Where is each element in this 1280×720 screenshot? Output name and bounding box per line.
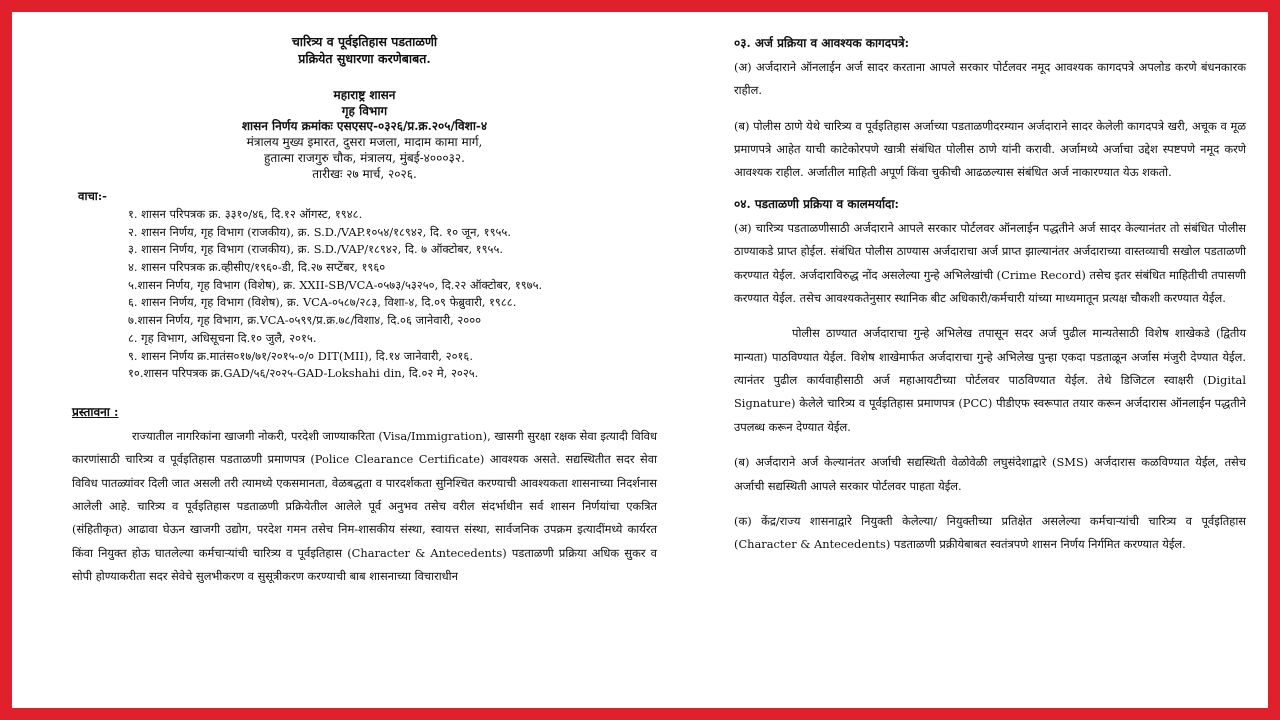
section-3-paragraph-a: (अ) अर्जदाराने ऑनलाईन अर्ज सादर करताना आपले सरकार पोर्टलवर नमूद आवश्यक कागदपत्रे अपलोड करणे बंधनकारक राहील. <box>734 59 1246 98</box>
resolution-number: शासन निर्णय क्रमांकः एसएसए-०३२६/प्र.क्र.२०५/विशा-४ <box>241 119 488 134</box>
section-4-paragraph-continued: पोलीस ठाण्यात अर्जदाराचा गुन्हे अभिलेख तपासून सदर अर्ज पुढील मान्यतेसाठी विशेष शाखेकडे (द्वितीय मान्यता) पाठविण्यात येईल. विशेष शाखेमार्फत अर्जदाराचा गुन्हे अभिलेख पुन्हा एकदा पडताळून अर्जास मंजुरी देण्यात येईल. त्यानंतर पुढील कार्यवाहीसाठी अर्ज महाआयटीच्या पोर्टलवर पाठविण्यात येईल. तेथे डिजिटल स्वाक्षरी (Digital Signature) केलेले चारित्र्य व पूर्वइतिहास प्रमाणपत्र (PCC) पीडीएफ स्वरूपात तयार करून अर्जदारास ऑनलाईन पद्धतीने उपलब्ध करून देण्यात येईल. <box>734 326 1246 434</box>
department-name: गृह विभाग <box>341 103 388 118</box>
read-heading: वाचा:- <box>78 188 107 203</box>
section-3-paragraph-b: (ब) पोलीस ठाणे येथे चारित्र्य व पूर्वइतिहास अर्जाच्या पडताळणीदरम्यान अर्जदाराने सादर केलेली कागदपत्रे खरी, अचूक व मूळ प्रमाणपत्रे आहेत याची काटेकोरपणे खात्री संबंधित पोलीस ठाणे यांनी करावी. अर्जामध्ये अर्जाचा उद्देश स्पष्टपणे नमूद करणे आवश्यक राहील. अर्जातील माहिती अपूर्ण किंवा चुकीची आढळल्यास संबंधित अर्ज नाकारण्यात येऊ शकतो. <box>734 118 1246 180</box>
preamble-heading: प्रस्तावना : <box>72 404 119 419</box>
reference-item: १०.शासन परिपत्रक क्र.GAD/५६/२०२५-GAD-Lokshahi din, दि.०२ मे, २०२५. <box>128 366 479 381</box>
left-column <box>72 34 657 588</box>
section-3-heading: ०३. अर्ज प्रक्रिया व आवश्यक कागदपत्रे: <box>734 36 910 50</box>
subject-line-2: प्रक्रियेत सुधारणा करणेबाबत. <box>298 50 431 66</box>
section-4-paragraph-c: (क) केंद्र/राज्य शासनाद्वारे नियुक्ती केलेल्या/ नियुक्तीच्या प्रतिक्षेत असलेल्या कर्मचाऱ्यांची चारित्र्य व पूर्वइतिहास (Character & Antecedents) पडताळणी प्रक्रीयेबाबत स्वतंत्रपणे शासन निर्णय निर्गमित करण्यात येईल. <box>734 513 1246 552</box>
reference-item: ८. गृह विभाग, अधिसूचना दि.१० जुलै, २०१५. <box>128 330 317 345</box>
section-4-paragraph-a: (अ) चारित्र्य पडताळणीसाठी अर्जदाराने आपले सरकार पोर्टलवर ऑनलाईन पद्धतीने अर्ज सादर केल्यानंतर तो संबंधित पोलीस ठाण्याकडे प्राप्त होईल. संबंधित पोलीस ठाण्यास अर्जदाराचा अर्ज प्राप्त झाल्यानंतर अर्जदाराच्या वास्तव्याची सखोल पडताळणी करण्यात येईल. अर्जदाराविरुद्ध नोंद असलेल्या गुन्हे अभिलेखांची (Crime Record) तसेच इतर संबंधित माहितीची तपासणी करण्यात येईल. तसेच आवश्यकतेनुसार स्थानिक बीट अधिकारी/कर्मचारी यांच्या माध्यमातून प्रत्यक्ष चौकशी करण्यात येईल. <box>734 220 1246 305</box>
right-column <box>734 36 1246 569</box>
reference-item: २. शासन निर्णय, गृह विभाग (राजकीय), क्र. S.D./VAP.१०५४/१८९४२, दि. १० जून, १९५५. <box>128 224 511 239</box>
subject-line-1: चारित्र्य व पूर्वइतिहास पडताळणी <box>291 34 438 49</box>
subject-heading <box>72 34 657 68</box>
section-4-paragraph-b: (ब) अर्जदाराने अर्ज केल्यानंतर अर्जाची सद्यस्थिती वेळोवेळी लघुसंदेशाद्वारे (SMS) अर्जदारास कळविण्यात येईल, तसेच अर्जाची सद्यस्थिती आपले सरकार पोर्टलवर पाहता येईल. <box>734 455 1246 493</box>
preamble-text: राज्यातील नागरिकांना खाजगी नोकरी, परदेशी जाण्याकरिता (Visa/Immigration), खासगी सुरक्षा रक्षक सेवा इत्यादी विविध कारणांसाठी चारित्र्य व पूर्वइतिहास पडताळणी प्रमाणपत्र (Police Clearance Certificate) आवश्यक असते. सद्यस्थितीत सदर सेवा विविध पातळ्यांवर दिली जात असली तरी त्यामध्ये एकसमानता, वेळबद्धता व पारदर्शकता सुनिश्चित करण्याची आवश्यकता शासनाच्या निदर्शनास आलेली आहे. चारित्र्य व पूर्वइतिहास पडताळणी प्रक्रियेतील आलेले पूर्व अनुभव तसेच वरील संदर्भाधीन सर्व शासन निर्णयांचा एकत्रित (संहितीकृत) आढावा घेऊन खाजगी उद्योग, परदेश गमन तसेच निम-शासकीय संस्था, स्वायत्त संस्था, सार्वजनिक उपक्रम इत्यादींमध्ये कार्यरत किंवा नियुक्त होऊ घातलेल्या कर्मचाऱ्यांची चारित्र्य व पूर्वइतिहास (Character & Antecedents) पडताळणी प्रक्रिया अधिक सुकर व सोपी होण्याकरीता सदर सेवेचे सुलभीकरण व सुसूत्रीकरण करण्याची बाब शासनाच्या विचाराधीन <box>72 428 657 584</box>
gr-header <box>72 88 657 183</box>
reference-item: ४. शासन परिपत्रक क्र.व्हीसीए/१९६०-डी, दि.२७ सप्टेंबर, १९६० <box>128 260 386 275</box>
reference-item: १. शासन परिपत्रक क्र. ३३१०/४६, दि.१२ ऑगस्ट, १९४८. <box>128 207 363 222</box>
address-line-2: हुतात्मा राजगुरु चौक, मंत्रालय, मुंबई-४०००३२. <box>264 151 465 166</box>
reference-item: ५.शासन निर्णय, गृह विभाग (विशेष), क्र. XXII-SB/VCA-०५७३/५३२५०, दि.२२ ऑक्टोबर, १९७५. <box>128 277 543 292</box>
reference-item: ६. शासन निर्णय, गृह विभाग (विशेष), क्र. VCA-०५८७/२८३, विशा-४, दि.०९ फेब्रुवारी, १९८८. <box>128 295 517 310</box>
resolution-date: तारीखः २७ मार्च, २०२६. <box>312 166 417 181</box>
section-4-heading: ०४. पडताळणी प्रक्रिया व कालमर्यादा: <box>734 196 899 211</box>
address-line-1: मंत्रालय मुख्य इमारत, दुसरा मजला, मादाम कामा मार्ग, <box>246 135 483 150</box>
reference-list <box>72 206 657 383</box>
reference-item: ९. शासन निर्णय क्र.मातंस०१७/७१/२०१५-०/० DIT(MII), दि.१४ जानेवारी, २०१६. <box>128 348 473 363</box>
reference-item: ३. शासन निर्णय, गृह विभाग (राजकीय), क्र. S.D./VAP/१८९४२, दि. ७ ऑक्टोबर, १९५५. <box>128 242 503 257</box>
government-name: महाराष्ट्र शासन <box>333 87 396 102</box>
reference-item: ७.शासन निर्णय, गृह विभाग, क्र.VCA-०५९९/प्र.क्र.७८/विशा४, दि.०६ जानेवारी, २००० <box>128 313 482 328</box>
document-page <box>12 12 1268 708</box>
